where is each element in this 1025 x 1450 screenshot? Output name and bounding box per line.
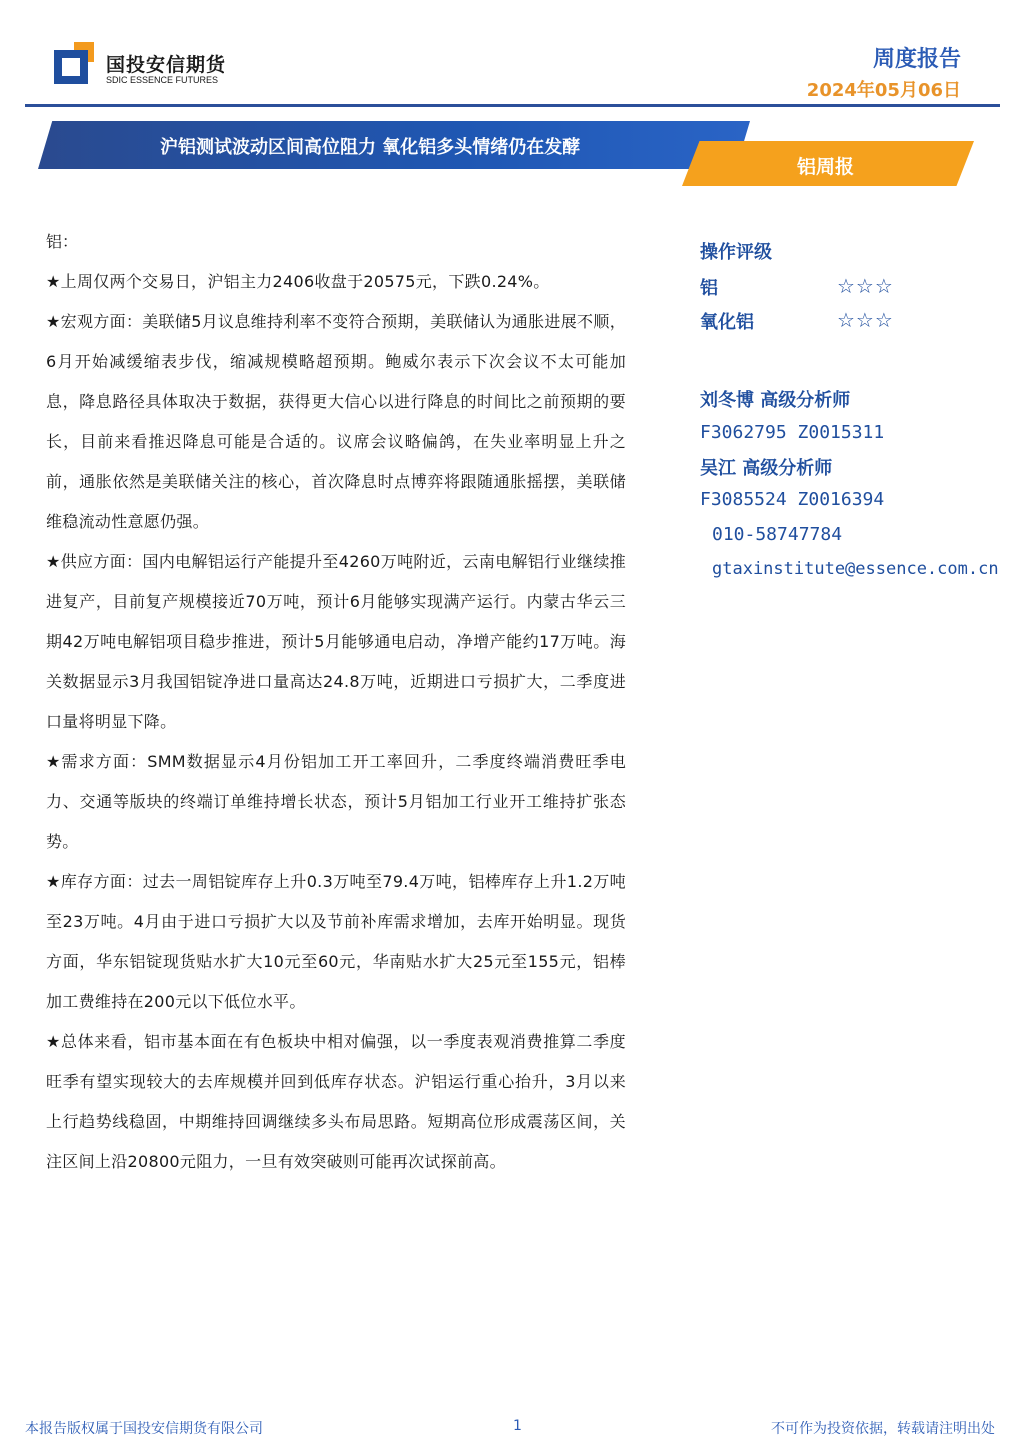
analyst-name-1: 刘冬博 高级分析师 — [700, 390, 851, 411]
paragraph-inventory: ★库存方面：过去一周铝锭库存上升0.3万吨至79.4万吨，铝棒库存上升1.2万吨至23万吨。4月由于进口亏损扩大以及节前补库需求增加，去库开始明显。现货方面，华东铝锭现货贴水扩大10元至60元，华南贴水扩大25元至155元，铝棒加工费维持在200元以下低位水平。 — [46, 872, 626, 1011]
analyst-ids-2: F3085524 Z0016394 — [700, 489, 885, 510]
star-rating-icon: ☆☆☆ — [837, 274, 894, 298]
paragraph-conclusion: ★总体来看，铝市基本面在有色板块中相对偏强，以一季度表观消费推算二季度旺季有望实现较大的去库规模并回到低库存状态。沪铝运行重心抬升，3月以来上行趋势线稳固，中期维持回调继续多头布局思路。短期高位形成震荡区间，关注区间上沿20800元阻力，一旦有效突破则可能再次试探前高。 — [46, 1032, 626, 1171]
rating-title: 操作评级 — [700, 242, 772, 263]
company-logo — [54, 42, 234, 90]
report-headline: 沪铝测试波动区间高位阻力 氧化铝多头情绪仍在发酵 — [160, 137, 581, 158]
footer-disclaimer: 不可作为投资依据，转载请注明出处 — [771, 1421, 995, 1437]
rating-row-aluminum — [700, 274, 910, 300]
header-divider — [25, 104, 1000, 107]
analyst-ids-1: F3062795 Z0015311 — [700, 422, 885, 443]
report-type: 周度报告 — [872, 47, 961, 72]
paragraph-demand: ★需求方面：SMM数据显示4月份铝加工开工率回升，二季度终端消费旺季电力、交通等版块的终端订单维持增长状态，预计5月铝加工行业开工维持扩张态势。 — [46, 752, 626, 851]
report-date: 2024年05月06日 — [806, 80, 961, 101]
rating-name: 铝 — [700, 278, 718, 299]
rating-name: 氧化铝 — [700, 312, 754, 333]
paragraph-macro: ★宏观方面：美联储5月议息维持利率不变符合预期，美联储认为通胀进展不顺，6月开始减缓缩表步伐，缩减规模略超预期。鲍威尔表示下次会议不太可能加息，降息路径具体取决于数据，获得更大信心以进行降息的时间比之前预期的要长，目前来看推迟降息可能是合适的。议席会议略偏鸽，在失业率明显上升之前，通胀依然是美联储关注的核心，首次降息时点博弈将跟随通胀摇摆，美联储维稳流动性意愿仍强。 — [46, 312, 626, 531]
section-label: 铝： — [46, 232, 79, 251]
star-rating-icon: ☆☆☆ — [837, 308, 894, 332]
contact-email[interactable]: gtaxinstitute@essence.com.cn — [712, 559, 999, 579]
logo-english-name: SDIC ESSENCE FUTURES — [106, 75, 219, 85]
rating-row-alumina — [700, 308, 910, 334]
main-content — [46, 222, 626, 1182]
paragraph-market-summary: ★上周仅两个交易日，沪铝主力2406收盘于20575元，下跌0.24%。 — [46, 272, 550, 291]
footer-copyright: 本报告版权属于国投安信期货有限公司 — [25, 1421, 263, 1437]
paragraph-supply: ★供应方面：国内电解铝运行产能提升至4260万吨附近，云南电解铝行业继续推进复产，目前复产规模接近70万吨，预计6月能够实现满产运行。内蒙古华云三期42万吨电解铝项目稳步推进，预计5月能够通电启动，净增产能约17万吨。海关数据显示3月我国铝锭净进口量高达24.8万吨，近期进口亏损扩大，二季度进口量将明显下降。 — [46, 552, 626, 731]
analyst-name-2: 吴江 高级分析师 — [700, 458, 833, 479]
contact-phone: 010-58747784 — [712, 524, 843, 545]
logo-chinese-name: 国投安信期货 — [106, 54, 227, 76]
category-tag: 铝周报 — [797, 156, 855, 178]
logo-icon — [54, 42, 96, 84]
page-number: 1 — [513, 1418, 522, 1434]
